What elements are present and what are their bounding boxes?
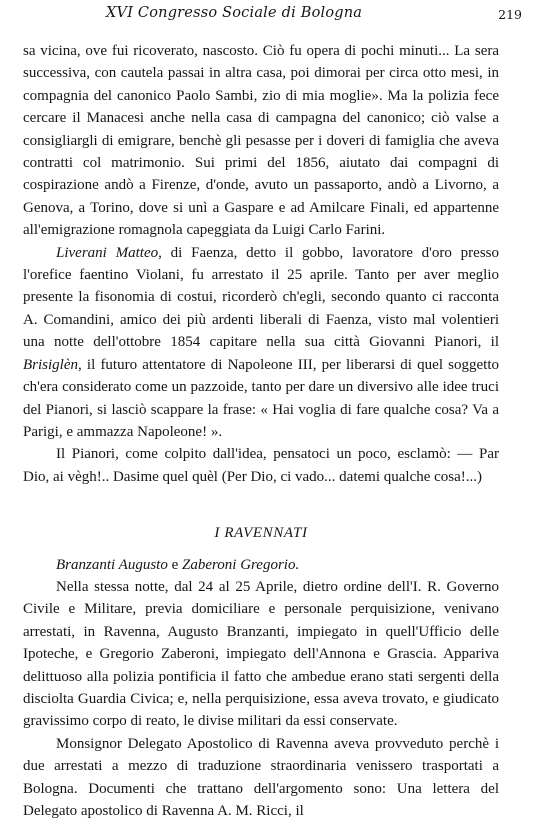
paragraph-monsignor: Monsignor Delegato Apostolico di Ravenna aveva provveduto perchè i due arrestati a mezzo di traduzione straordinaria venissero trasportati a Bologna. Documenti che trattano dell'argomento sono: Una lettera del Delegato apostolico di Ravenna A. M. Ricci, il bbox=[23, 735, 499, 819]
running-head bbox=[0, 4, 550, 24]
person-name: Branzanti Augusto bbox=[56, 556, 168, 573]
nickname: Brisiglèn, bbox=[23, 356, 82, 373]
paragraph-text: di Faenza, detto il gobbo, lavoratore d'oro presso l'orefice faentino Violani, fu arrestato il 25 aprile. Tanto per aver meglio presente la fisonomia di costui, ricorderò ch'egli, secondo quanto ci racconta A. Comandini, amico dei più ardenti liberali di Faenza, visto mal volentieri una notte dell'ottobre 1854 capitare nella sua città Giovanni Pianori, il bbox=[23, 244, 500, 351]
conjunction: e bbox=[167, 556, 182, 573]
subheading-names bbox=[23, 554, 499, 576]
paragraph-manacesi: sa vicina, ove fui ricoverato, nascosto. Ciò fu opera di pochi minuti... La sera successiva, con cautela passai in altra casa, poi dimorai per circa otto mesi, in compagnia del canonico Paolo Sambi, zio di mia moglie». Ma la polizia fece cercare il Manacesi anche nella casa di campagna del canonico; ciò valse a consigliargli di emigrare, benchè gli pesasse per i doveri di famiglia che aveva contratti col matrimonio. Sui primi del 1856, aiutato dai compagni di cospirazione andò a Firenze, d'onde, avuto un passaporto, andò a Livorno, a Genova, a Torino, dove si unì a Gaspare e ad Amilcare Finali, ed appartenne all'emigrazione romagnola capeggiata da Luigi Carlo Farini. bbox=[23, 43, 499, 239]
section-heading: I RAVENNATI bbox=[214, 525, 308, 542]
body-text bbox=[23, 40, 499, 822]
paragraph-text: il futuro attentatore di Napoleone III, per liberarsi di quel soggetto ch'era considerato come un pazzoide, tanto per dare un diversivo alle idee truci del Pianori, si lasciò scappare la frase: « Hai voglia di fare qualche cosa? Va a Parigi, e ammazza Napoleone! ». bbox=[23, 356, 499, 440]
paragraph-arrest: Nella stessa notte, dal 24 al 25 Aprile, dietro ordine dell'I. R. Governo Civile e Militare, previa domiciliare e personale perquisizione, venivano arrestati, in Ravenna, Augusto Branzanti, impiegato in quell'Ufficio delle Ipoteche, e Gregorio Zaberoni, impiegato dell'Annona e Grascia. Appariva delittuoso alla polizia pontificia il fatto che ambedue erano stati sergenti della disciolta Guardia Civica; e, nella perquisizione, essa aveva trovato, e giudicato gravissimo corpo di reato, le divise militari da essi conservate. bbox=[23, 578, 499, 730]
paragraph-pianori: Il Pianori, come colpito dall'idea, pensatoci un poco, esclamò: — Par Dio, ai vègh!.. Dasime quel quèl (Per Dio, ci vado... datemi qualche cosa!...) bbox=[23, 446, 499, 485]
person-name: Zaberoni Gregorio. bbox=[182, 556, 300, 573]
page-number: 219 bbox=[498, 7, 522, 22]
person-name: Liverani Matteo, bbox=[56, 244, 162, 261]
running-title: XVI Congresso Sociale di Bologna bbox=[106, 5, 363, 21]
paragraph-liverani bbox=[23, 242, 499, 444]
